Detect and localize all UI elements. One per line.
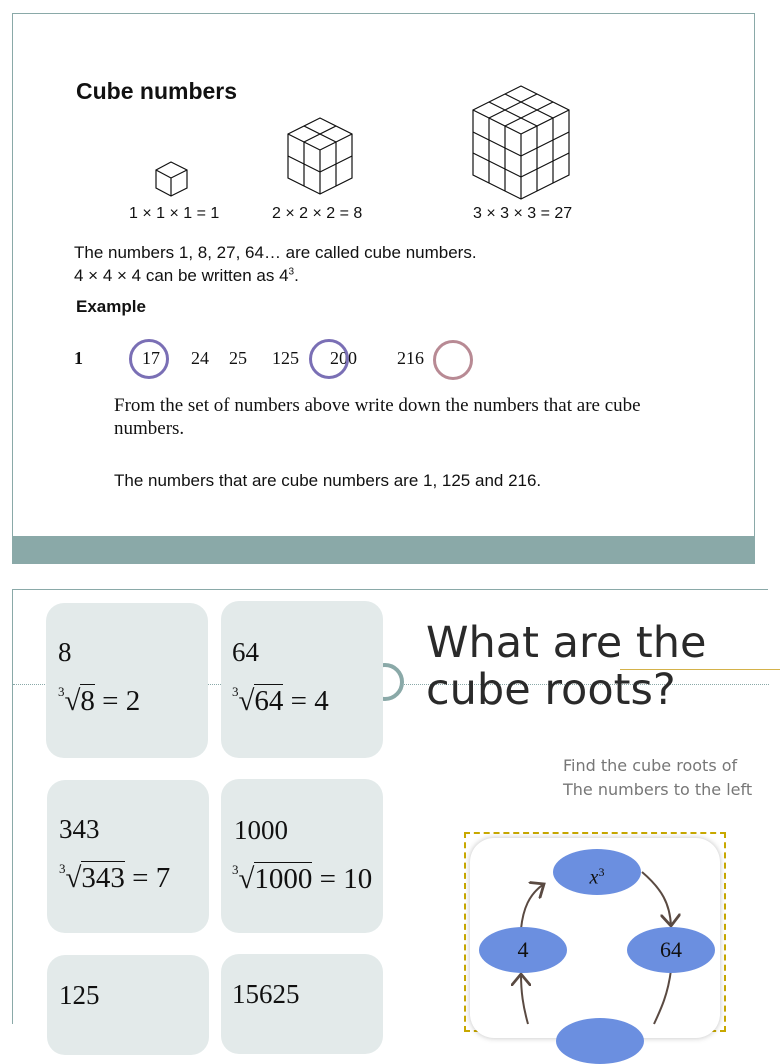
card-number: 64 (232, 637, 259, 667)
two-cube-drawing (286, 116, 354, 196)
cube-root-expression: $^3$√8 = 2 (58, 684, 141, 717)
card-343 (47, 780, 209, 933)
cube-root-expression: $^3$√64 = 4 (232, 684, 329, 717)
card-number: 1000 (234, 815, 288, 845)
definition-text: The numbers 1, 8, 27, 64… are called cube numbers. (74, 243, 477, 262)
card-number: 15625 (232, 979, 300, 1009)
card-8 (46, 603, 208, 758)
node-4: 4 (479, 927, 567, 973)
caption-twenty-seven: 3 × 3 × 3 = 27 (473, 205, 573, 222)
number-216: 216 (397, 348, 424, 368)
card-1000 (221, 779, 383, 933)
slide-cube-numbers (12, 13, 755, 564)
caption-eight: 2 × 2 × 2 = 8 (272, 205, 363, 222)
number-25: 25 (229, 348, 247, 368)
three-cube-drawing (471, 84, 571, 201)
circle-mark-empty (433, 340, 473, 380)
number-17: 17 (142, 348, 160, 368)
card-number: 125 (59, 980, 100, 1010)
caption-one: 1 × 1 × 1 = 1 (129, 205, 220, 222)
number-200: 200 (330, 348, 357, 368)
slide-footer-band (13, 536, 754, 563)
slide-title: Cube numbers (76, 78, 238, 104)
question-title: What are the cube roots? (426, 618, 707, 715)
node-bottom (556, 1018, 644, 1064)
node-64: 64 (627, 927, 715, 973)
cube-root-expression: $^3$√343 = 7 (59, 861, 171, 894)
card-number: 8 (58, 637, 72, 667)
card-64 (221, 601, 383, 758)
example-label: Example (76, 297, 146, 316)
power-text: 4 × 4 × 4 can be written as $4^3$. (74, 266, 299, 285)
question-number: 1 (74, 348, 83, 368)
card-125 (47, 955, 209, 1055)
number-24: 24 (191, 348, 209, 368)
circle-mark-17 (129, 339, 169, 379)
card-15625 (221, 954, 383, 1054)
number-125: 125 (272, 348, 299, 368)
diagram-frame (464, 832, 726, 1032)
unit-cube-drawing (153, 159, 191, 199)
node-x-cubed: $x^3$ (553, 849, 641, 895)
cube-root-expression: $^3$√1000 = 10 (232, 862, 373, 895)
instruction-text: From the set of numbers above write down the numbers that are cube numbers. (114, 395, 641, 439)
circle-mark-200 (309, 339, 349, 379)
card-number: 343 (59, 814, 100, 844)
answer-text: The numbers that are cube numbers are 1, 125 and 216. (114, 471, 542, 490)
hint-text: Find the cube roots of The numbers to the left (563, 756, 753, 799)
slide-cube-roots (12, 589, 768, 1024)
